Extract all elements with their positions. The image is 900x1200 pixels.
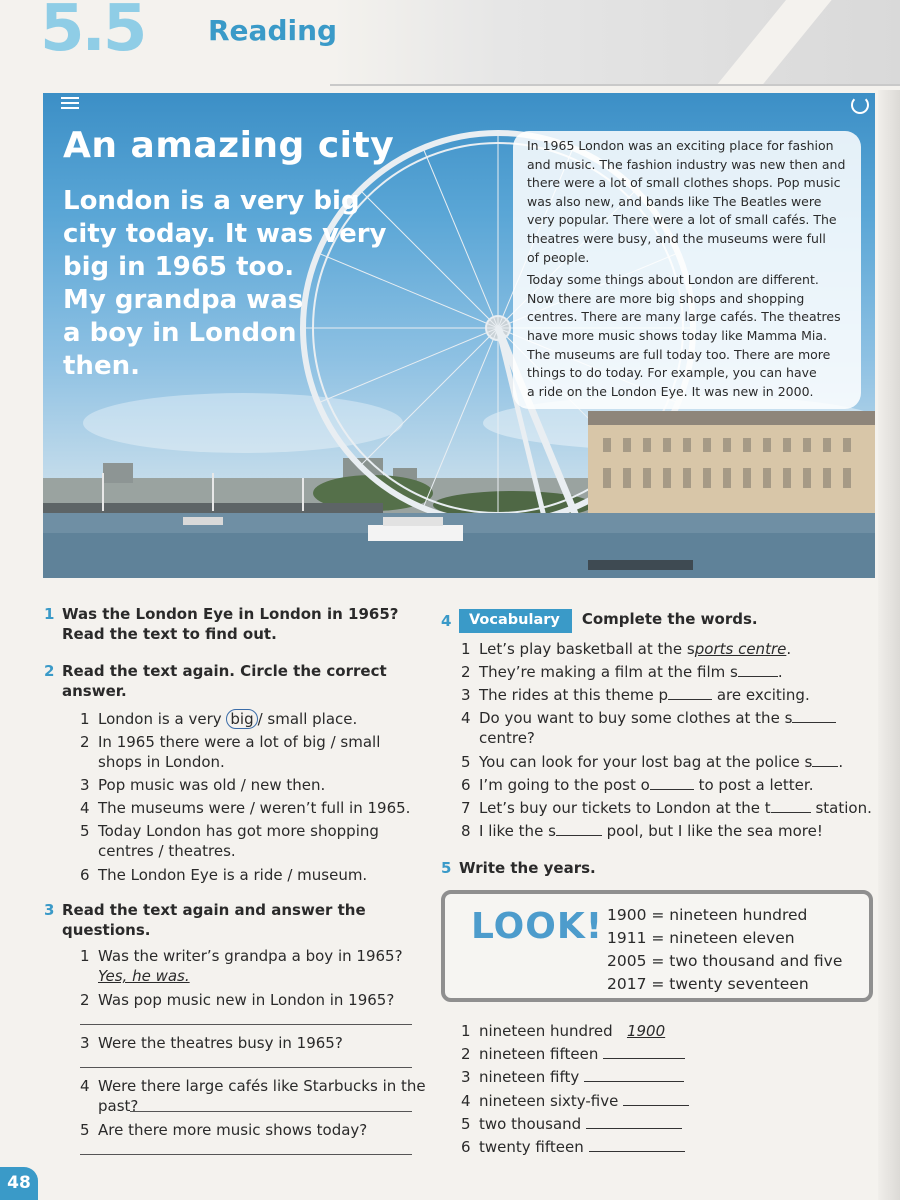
item-text-part: The rides at this theme: [479, 686, 659, 704]
word-start: s: [730, 663, 738, 681]
section-title: Reading: [208, 14, 338, 47]
answer-blank[interactable]: [586, 1114, 682, 1129]
intro-line: big in 1965 too.: [63, 252, 295, 282]
exercise-heading: [459, 609, 758, 633]
word-start: p: [658, 686, 669, 704]
item-number: 1: [80, 710, 90, 728]
exercise-instruction: Complete the words.: [581, 610, 758, 628]
item-number: 3: [80, 1034, 90, 1052]
year-words: nineteen fifteen: [479, 1045, 599, 1063]
item-number: 1: [461, 640, 471, 658]
exercise-number: 2: [44, 662, 55, 680]
item-number: 2: [80, 991, 90, 1009]
answer-text: Yes, he was.: [98, 967, 190, 985]
item-number: 6: [461, 776, 471, 794]
item-text: [479, 798, 872, 818]
item-number: 2: [461, 663, 471, 681]
page-number: 48: [0, 1167, 38, 1200]
answer-blank[interactable]: [589, 1137, 685, 1152]
item-text-part: are exciting.: [712, 686, 810, 704]
text-line: there were a lot of small clothes shops. Pop music: [527, 175, 841, 191]
look-example-line: 1911 = nineteen eleven: [607, 929, 795, 947]
word-start: s: [548, 822, 556, 840]
reading-text-box: [513, 131, 861, 409]
item-text-part: I like the: [479, 822, 549, 840]
exercise-instruction: answer.: [62, 682, 127, 700]
item-text-part: I’m going to the post: [479, 776, 641, 794]
item-text: [479, 752, 843, 772]
exercise-instruction: questions.: [62, 921, 151, 939]
text-line: In 1965 London was an exciting place for fashion: [527, 138, 834, 153]
item-text: Pop music was old / new then.: [98, 776, 326, 794]
exercise-number: 1: [44, 605, 55, 623]
item-number: 5: [80, 822, 90, 840]
text-line: have more music shows today like Mamma Mia.: [527, 327, 827, 343]
item-text: Are there more music shows today?: [98, 1121, 368, 1139]
item-text: shops in London.: [98, 753, 225, 771]
exercise-instruction: Read the text again. Circle the correct: [62, 662, 387, 680]
exercise-instruction: Read the text to find out.: [62, 625, 277, 643]
left-column: [44, 604, 424, 1164]
item-text-part: to post a letter.: [693, 776, 814, 794]
item-text: [98, 709, 357, 729]
word-start: t: [764, 799, 771, 817]
item-text-part: .: [786, 640, 792, 658]
hero-photo-panel: [43, 93, 875, 578]
item-number: 5: [80, 1121, 90, 1139]
item-text-part: / small place.: [257, 710, 358, 728]
header-band: [330, 0, 900, 84]
exercise-number: 4: [441, 612, 452, 630]
answer-blank[interactable]: [738, 662, 778, 677]
item-number: 5: [461, 1115, 471, 1133]
word-start: s: [784, 709, 793, 727]
look-examples: [607, 904, 842, 996]
text-line: The museums are full today too. There are more: [527, 346, 831, 362]
look-example-line: 1900 = nineteen hundred: [607, 906, 808, 924]
page-header: [0, 0, 900, 90]
item-text: Was pop music new in London in 1965?: [98, 991, 395, 1009]
item-number: 2: [80, 733, 90, 751]
item-text: The London Eye is a ride / museum.: [98, 866, 368, 884]
right-column: [441, 609, 873, 1169]
item-number: 8: [461, 822, 471, 840]
item-text-part: .: [838, 753, 844, 771]
item-text: [479, 1044, 685, 1064]
header-divider: [330, 84, 900, 86]
item-number: 5: [461, 753, 471, 771]
year-words: nineteen fifty: [479, 1068, 580, 1086]
item-text-part: Let’s buy our tickets to London at the: [479, 799, 765, 817]
unit-number: 5.5: [40, 0, 145, 66]
answer-line[interactable]: [130, 1111, 412, 1112]
year-words: twenty fifteen: [479, 1138, 584, 1156]
answer-blank[interactable]: [792, 708, 836, 723]
item-number: 4: [461, 709, 471, 727]
item-text-part: London is a very: [98, 710, 227, 728]
look-example-line: 2005 = two thousand and five: [607, 952, 843, 970]
item-text-part: .: [777, 663, 783, 681]
answer-line[interactable]: [80, 1154, 412, 1155]
item-text-part: You can look for your lost bag at the police: [479, 753, 805, 771]
text-line: a ride on the London Eye. It was new in 2000.: [527, 383, 814, 399]
intro-line: London is a very big: [63, 186, 360, 216]
look-example-line: 2017 = twenty seventeen: [607, 975, 809, 993]
item-text: Were there large cafés like Starbucks in the: [98, 1077, 426, 1095]
item-number: 3: [80, 776, 90, 794]
item-number: 4: [80, 1077, 90, 1095]
text-line: centres. There are many large cafés. The theatres: [527, 309, 841, 325]
item-text: Was the writer’s grandpa a boy in 1965?: [98, 947, 403, 965]
article-title: An amazing city: [63, 125, 395, 166]
item-text-part: They’re making a film at the film: [479, 663, 731, 681]
answer-line[interactable]: [80, 1067, 412, 1068]
intro-line: a boy in London: [63, 318, 297, 348]
item-number: 6: [461, 1138, 471, 1156]
answer-blank[interactable]: [771, 798, 811, 813]
item-text: [479, 1091, 689, 1111]
year-words: nineteen sixty-five: [479, 1092, 619, 1110]
word-start: s: [804, 753, 813, 771]
circled-answer[interactable]: big: [226, 709, 257, 729]
item-text: centres / theatres.: [98, 842, 236, 860]
text-line: Today some things about London are different.: [527, 272, 819, 288]
item-text: [479, 639, 791, 659]
text-line: things to do today. For example, you can have: [527, 365, 817, 381]
year-words: two thousand: [479, 1115, 582, 1133]
text-line: theatres were busy, and the museums were full: [527, 230, 826, 246]
answer-blank[interactable]: [668, 685, 712, 700]
intro-line: city today. It was very: [63, 219, 387, 249]
item-text: [479, 662, 783, 682]
item-text: The museums were / weren’t full in 1965.: [98, 799, 411, 817]
text-line: of people.: [527, 249, 590, 265]
exercise-instruction: Write the years.: [459, 859, 596, 877]
intro-line: My grandpa was: [63, 285, 304, 315]
text-line: was also new, and bands like The Beatles were: [527, 193, 822, 209]
item-text-part: pool, but I like the sea more!: [601, 822, 823, 840]
answer-blank[interactable]: [603, 1044, 685, 1059]
exercise-number: 3: [44, 901, 55, 919]
answer-blank[interactable]: [623, 1091, 689, 1106]
item-text-part: station.: [810, 799, 872, 817]
item-text-part: Let’s play basketball at the: [479, 640, 687, 658]
intro-line: then.: [63, 351, 140, 381]
exercise-instruction: Was the London Eye in London in 1965?: [62, 605, 399, 623]
menu-icon: [61, 97, 79, 109]
item-text: Were the theatres busy in 1965?: [98, 1034, 343, 1052]
word-start: o: [640, 776, 650, 794]
item-text-part: Do you want to buy some clothes at the: [479, 709, 785, 727]
answer-blank[interactable]: [584, 1067, 684, 1082]
page-edge-shadow: [878, 90, 900, 1200]
item-number: 2: [461, 1045, 471, 1063]
item-text: [479, 1114, 682, 1134]
item-text: [479, 775, 813, 795]
exercise-instruction: Read the text again and answer the: [62, 901, 366, 919]
text-line: Now there are more big shops and shopping: [527, 290, 805, 306]
item-text: [479, 708, 836, 728]
item-text: past?: [98, 1097, 139, 1115]
item-text: centre?: [479, 729, 535, 747]
item-text: [479, 821, 823, 841]
text-line: very popular. There were a lot of small cafés. The: [527, 212, 837, 228]
year-words: nineteen hundred: [479, 1022, 613, 1040]
item-number: 1: [461, 1022, 471, 1040]
look-title: LOOK!: [471, 906, 604, 947]
item-text: [479, 1067, 684, 1087]
refresh-icon: [851, 96, 869, 114]
item-number: 3: [461, 1068, 471, 1086]
item-text: In 1965 there were a lot of big / small: [98, 733, 381, 751]
item-number: 4: [461, 1092, 471, 1110]
vocabulary-badge: Vocabulary: [459, 609, 572, 633]
look-box: [441, 890, 873, 1002]
answer-blank[interactable]: [650, 775, 694, 790]
exercise-number: 5: [441, 859, 452, 877]
item-number: 1: [80, 947, 90, 965]
item-text: [479, 1021, 665, 1041]
item-number: 4: [80, 799, 90, 817]
answer-blank[interactable]: [812, 752, 838, 767]
item-text: [479, 685, 810, 705]
answer-line[interactable]: [80, 1024, 412, 1025]
item-number: 3: [461, 686, 471, 704]
item-number: 6: [80, 866, 90, 884]
item-text: Today London has got more shopping: [98, 822, 379, 840]
answer-text: 1900: [626, 1022, 666, 1040]
answer-text: ports centre: [694, 640, 787, 658]
item-number: 7: [461, 799, 471, 817]
text-line: and music. The fashion industry was new then and: [527, 156, 846, 172]
answer-blank[interactable]: [556, 821, 602, 836]
article-intro: [63, 185, 393, 383]
word-start: s: [686, 640, 695, 658]
item-text: [479, 1137, 685, 1157]
